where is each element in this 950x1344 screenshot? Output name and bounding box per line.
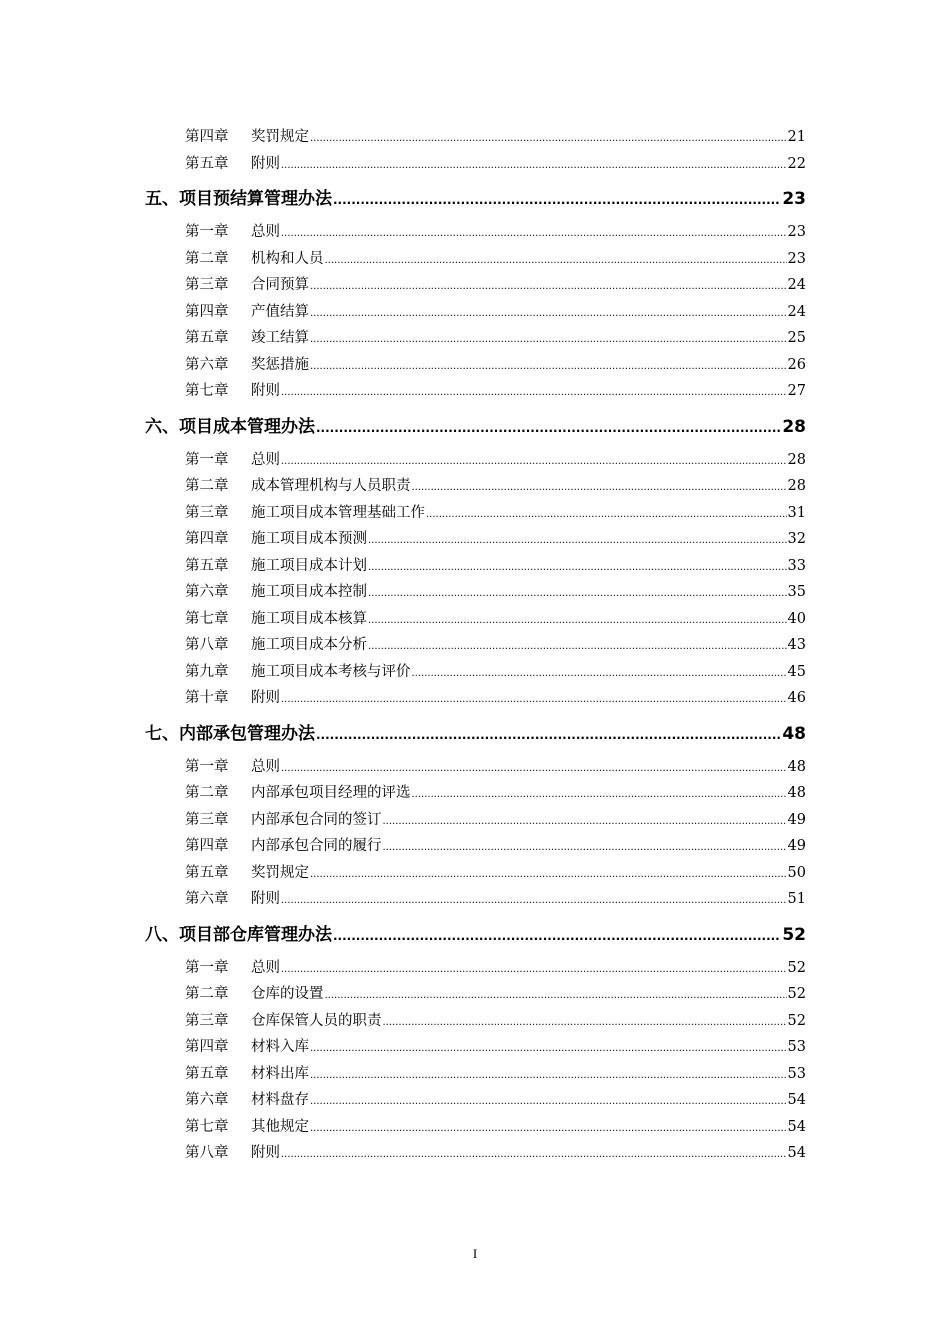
toc-page-number: 25 [787,330,806,346]
toc-chapter-entry[interactable] [185,1140,806,1167]
toc-chapter-number: 第三章 [185,1012,229,1029]
toc-chapter-entry[interactable] [185,151,806,178]
toc-entry-title: 材料盘存 [251,1092,309,1108]
toc-dot-leader [412,661,787,688]
toc-chapter-entry[interactable] [185,219,806,246]
toc-entry-title: 施工项目成本核算 [251,610,367,627]
toc-chapter-entry[interactable] [185,447,806,474]
toc-chapter-number: 第八章 [185,1145,229,1161]
page-number: I [472,1246,478,1261]
toc-dot-leader [316,713,781,757]
toc-chapter-entry[interactable] [185,833,806,860]
toc-page-number: 50 [787,864,806,881]
toc-page-number: 52 [787,986,806,1002]
toc-chapter-entry[interactable] [185,1034,806,1061]
toc-entry-title: 附则 [251,155,280,172]
toc-chapter-number: 第十章 [185,690,229,706]
toc-chapter-number: 第六章 [185,1092,229,1108]
toc-chapter-entry[interactable] [185,632,806,659]
toc-entry-title: 附则 [251,383,280,399]
toc-entry-title: 奖罚规定 [251,129,309,145]
toc-chapter-entry[interactable] [185,378,806,405]
toc-chapter-entry[interactable] [185,780,806,807]
toc-chapter-entry[interactable] [185,981,806,1008]
toc-dot-leader [333,914,781,958]
toc-page-number: 26 [787,356,806,373]
toc-dot-leader [281,888,787,915]
toc-dot-leader [383,809,787,836]
toc-chapter-entry[interactable] [185,754,806,781]
toc-page-number: 52 [782,924,806,945]
toc-page-number: 46 [787,690,806,706]
toc-dot-leader [316,406,781,450]
toc-chapter-number: 第一章 [185,451,229,468]
toc-dot-leader [368,528,787,555]
toc-chapter-number: 第三章 [185,811,229,828]
toc-entry-title: 附则 [251,690,280,706]
toc-chapter-entry[interactable] [185,685,806,712]
toc-entry-title: 奖罚规定 [251,864,309,881]
toc-chapter-entry[interactable] [185,860,806,887]
toc-dot-leader [368,555,787,582]
toc-chapter-entry[interactable] [185,606,806,633]
toc-chapter-entry[interactable] [185,272,806,299]
toc-chapter-entry[interactable] [185,526,806,553]
toc-chapter-number: 第四章 [185,129,229,145]
toc-entry-title: 材料入库 [251,1039,309,1055]
toc-dot-leader [325,248,787,275]
toc-entry-title: 施工项目成本管理基础工作 [251,504,425,521]
toc-chapter-entry[interactable] [185,1087,806,1114]
toc-chapter-entry[interactable] [185,807,806,834]
toc-dot-leader [310,327,787,354]
toc-dot-leader [412,475,787,502]
toc-entry-title: 六、项目成本管理办法 [145,416,315,437]
toc-entry-title: 五、项目预结算管理办法 [145,189,332,209]
toc-dot-leader [310,1063,787,1090]
toc-dot-leader [310,862,787,889]
toc-page-number: 53 [787,1039,806,1055]
toc-entry-title: 仓库的设置 [251,986,324,1002]
toc-chapter-number: 第二章 [185,785,229,801]
toc-page-number: 48 [787,758,806,775]
toc-section-entry[interactable] [145,913,806,955]
toc-dot-leader [281,1142,787,1169]
toc-section-entry[interactable] [145,712,806,754]
toc-page-number: 28 [787,478,806,494]
toc-page-number: 23 [787,224,806,240]
toc-entry-title: 七、内部承包管理办法 [145,723,315,744]
toc-chapter-number: 第一章 [185,224,229,240]
toc-page-number: 49 [787,811,806,828]
toc-entry-title: 总则 [251,224,280,240]
toc-chapter-entry[interactable] [185,299,806,326]
toc-page-number: 40 [787,610,806,627]
toc-entry-title: 八、项目部仓库管理办法 [145,924,332,945]
toc-page-number: 54 [787,1092,806,1108]
toc-section-entry[interactable] [145,405,806,447]
table-of-contents [0,124,950,1167]
toc-chapter-entry[interactable] [185,325,806,352]
toc-dot-leader [310,1089,787,1116]
toc-chapter-entry[interactable] [185,1061,806,1088]
toc-chapter-number: 第三章 [185,277,229,293]
toc-page-number: 51 [787,891,806,907]
toc-page-number: 27 [787,383,806,399]
toc-chapter-number: 第一章 [185,758,229,775]
toc-chapter-number: 第七章 [185,610,229,627]
toc-chapter-number: 第二章 [185,986,229,1002]
toc-chapter-number: 第二章 [185,250,229,267]
toc-dot-leader [310,274,787,301]
toc-entry-title: 奖惩措施 [251,356,309,373]
toc-chapter-number: 第九章 [185,663,229,680]
toc-page-number: 28 [782,416,806,437]
toc-entry-title: 施工项目成本控制 [251,584,367,600]
toc-chapter-number: 第三章 [185,504,229,521]
toc-chapter-entry[interactable] [185,246,806,273]
toc-chapter-number: 第四章 [185,838,229,854]
toc-chapter-entry[interactable] [185,955,806,982]
toc-dot-leader [281,687,787,714]
toc-entry-title: 总则 [251,451,280,468]
toc-dot-leader [368,608,787,635]
toc-entry-title: 总则 [251,758,280,775]
toc-page-number: 31 [787,504,806,521]
toc-page-number: 33 [787,557,806,574]
toc-chapter-number: 第五章 [185,1065,229,1082]
toc-chapter-number: 第四章 [185,531,229,547]
toc-page-number: 54 [787,1145,806,1161]
toc-chapter-number: 第七章 [185,1118,229,1135]
toc-dot-leader [281,380,787,407]
toc-page-number: 43 [787,637,806,653]
toc-dot-leader [426,502,787,529]
toc-page-number: 32 [787,531,806,547]
toc-page-number: 28 [787,451,806,468]
toc-chapter-entry[interactable] [185,659,806,686]
toc-chapter-number: 第四章 [185,303,229,320]
toc-entry-title: 合同预算 [251,277,309,293]
toc-entry-title: 施工项目成本计划 [251,557,367,574]
toc-chapter-number: 第六章 [185,584,229,600]
toc-entry-title: 其他规定 [251,1118,309,1135]
toc-dot-leader [281,221,787,248]
toc-entry-title: 竣工结算 [251,330,309,346]
toc-chapter-entry[interactable] [185,500,806,527]
toc-page-number: 23 [787,250,806,267]
toc-entry-title: 材料出库 [251,1065,309,1082]
toc-dot-leader [281,153,787,180]
toc-chapter-number: 第七章 [185,383,229,399]
toc-chapter-entry[interactable] [185,886,806,913]
toc-entry-title: 施工项目成本预测 [251,531,367,547]
toc-chapter-entry[interactable] [185,352,806,379]
toc-chapter-entry[interactable] [185,553,806,580]
toc-chapter-number: 第五章 [185,864,229,881]
toc-dot-leader [310,1036,787,1063]
toc-chapter-entry[interactable] [185,579,806,606]
toc-chapter-number: 第四章 [185,1039,229,1055]
toc-chapter-number: 第八章 [185,637,229,653]
toc-page-number: 49 [787,838,806,854]
toc-dot-leader [383,835,787,862]
toc-entry-title: 施工项目成本考核与评价 [251,663,411,680]
toc-dot-leader [383,1010,787,1037]
toc-entry-title: 内部承包合同的签订 [251,811,382,828]
toc-chapter-number: 第五章 [185,557,229,574]
toc-entry-title: 仓库保管人员的职责 [251,1012,382,1029]
toc-entry-title: 附则 [251,1145,280,1161]
toc-chapter-number: 第六章 [185,891,229,907]
toc-entry-title: 成本管理机构与人员职责 [251,478,411,494]
toc-page-number: 24 [787,277,806,293]
toc-dot-leader [281,957,787,984]
toc-dot-leader [368,581,787,608]
toc-dot-leader [310,301,787,328]
toc-page-number: 53 [787,1065,806,1082]
toc-dot-leader [325,983,787,1010]
toc-chapter-entry[interactable] [185,1008,806,1035]
toc-chapter-number: 第五章 [185,330,229,346]
toc-page-number: 52 [787,1012,806,1029]
toc-chapter-number: 第二章 [185,478,229,494]
toc-dot-leader [412,782,787,809]
toc-chapter-number: 第一章 [185,959,229,976]
toc-chapter-number: 第五章 [185,155,229,172]
toc-page-number: 54 [787,1118,806,1135]
toc-dot-leader [310,126,787,153]
toc-entry-title: 施工项目成本分析 [251,637,367,653]
toc-entry-title: 产值结算 [251,303,309,320]
toc-dot-leader [310,354,787,381]
toc-chapter-entry[interactable] [185,473,806,500]
toc-entry-title: 内部承包合同的履行 [251,838,382,854]
toc-dot-leader [281,756,787,783]
toc-page-number: 35 [787,584,806,600]
toc-dot-leader [368,634,787,661]
toc-chapter-number: 第六章 [185,356,229,373]
toc-chapter-entry[interactable] [185,124,806,151]
toc-dot-leader [310,1116,787,1143]
toc-entry-title: 总则 [251,959,280,976]
toc-page-number: 23 [782,189,806,209]
toc-dot-leader [281,449,787,476]
toc-dot-leader [333,178,781,222]
toc-page-number: 21 [787,129,806,145]
toc-page-number: 48 [787,785,806,801]
toc-page-number: 45 [787,663,806,680]
toc-page-number: 48 [782,723,806,744]
toc-page-number: 24 [787,303,806,320]
toc-page-number: 52 [787,959,806,976]
toc-entry-title: 机构和人员 [251,250,324,267]
toc-entry-title: 附则 [251,891,280,907]
toc-chapter-entry[interactable] [185,1114,806,1141]
toc-entry-title: 内部承包项目经理的评选 [251,785,411,801]
toc-page-number: 22 [787,155,806,172]
toc-section-entry[interactable] [145,177,806,219]
